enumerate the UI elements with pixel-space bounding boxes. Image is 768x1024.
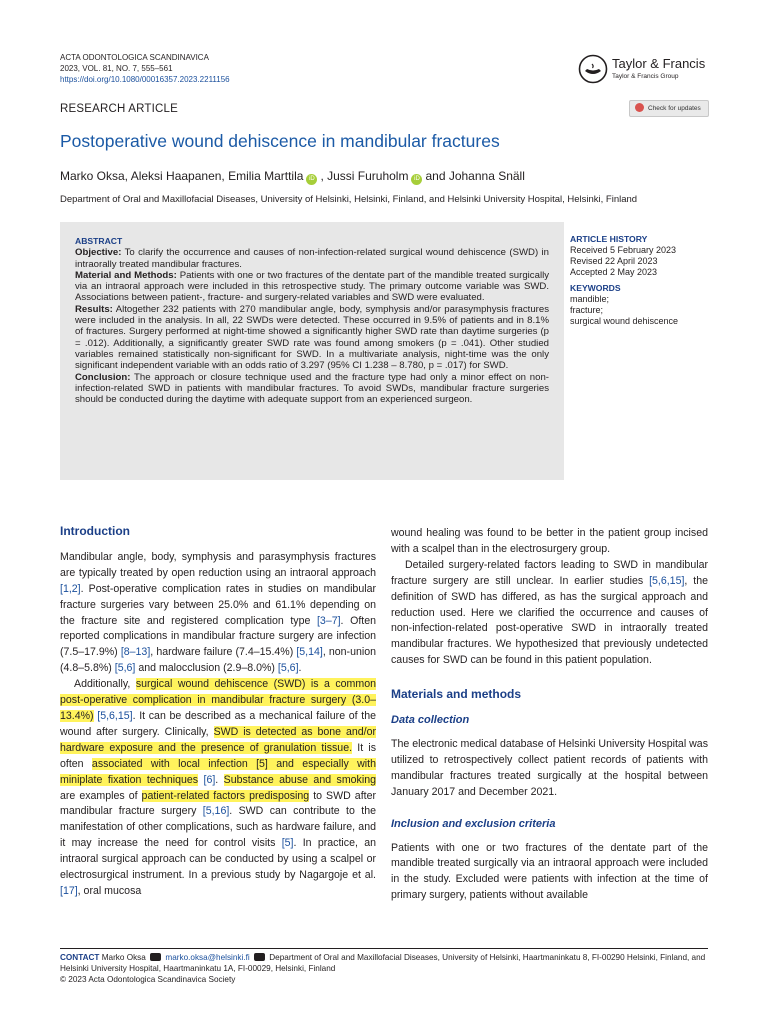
affiliation: Department of Oral and Maxillofacial Diseases, University of Helsinki, Helsinki, Finland, and Helsinki University Hospital, Helsinki, Finland <box>60 194 638 205</box>
abstract-heading: ABSTRACT <box>75 236 123 246</box>
highlight-annotation[interactable]: patient-related factors predisposing <box>141 789 310 802</box>
citation-link[interactable]: [5,6] <box>277 662 299 675</box>
keywords-heading: KEYWORDS <box>570 283 621 293</box>
footer <box>60 952 708 985</box>
citation-link[interactable]: [5,6] <box>114 662 136 675</box>
citation-link[interactable]: [6] <box>203 773 216 786</box>
data-collection-paragraph: The electronic medical database of Helsinki University Hospital was utilized to retrospectively collect patient records of patients with mandibular fractures treated surgically at the hospital between January 2017 and December 2021. <box>391 737 708 798</box>
citation-link[interactable]: [3–7] <box>316 614 341 627</box>
author-list <box>60 169 525 185</box>
article-type: RESEARCH ARTICLE <box>60 103 179 115</box>
intro-paragraph-3: Detailed surgery-related factors leading to SWD in mandibular fracture surgery are still unclear. In earlier studies [5,6,15], the definition of SWD has differed, as has the surgical approach and reduction used. Here we clarified the occurrence and causes of non-infection-related post-operative SWD in intraorally treated mandibular fractures. We hypothesized that previously undetected causes for SWD can be found in this patient population. <box>391 558 708 667</box>
keyword-item: mandible; <box>570 294 610 304</box>
footer-divider <box>60 948 708 949</box>
intro-paragraph-continued: wound healing was found to be better in the patient group incised with a scalpel than in the electrosurgery group. <box>391 527 708 555</box>
keyword-item: surgical wound dehiscence <box>570 316 679 326</box>
citation-link[interactable]: [17] <box>60 884 78 897</box>
left-column <box>60 524 376 900</box>
right-column <box>391 526 708 904</box>
abstract-methods: Material and Methods: Patients with one or two fractures of the dentate part of the mandible treated surgically via an intraoral approach were included in this retrospective study. The primary outcome variable was SWD. Associations between patient-, fracture- and surgery-related variables and SWD were evaluated. <box>75 269 550 304</box>
abstract-results: Results: Altogether 232 patients with 270 mandibular angle, body, symphysis and/or parasymphysis fractures were included in the analysis. In all, 22 SWDs were detected. These occurred in 9.5% of patients and in 8.1% of fractures. Surgery performed at night-time showed a significantly higher SWD rate than daytime surgeries (p = .012). Additionally, a significantly greater SWD rate was found among smokers (p = .041). Other studied variables remained statistically non-significant for SWD. In a multivariate analysis, night-time was the only significant independent variable with an odds ratio of 3.297 (95% CI 1.238 – 8.780, p = .017) for SWD. <box>75 303 549 372</box>
section-heading-introduction: Introduction <box>60 524 130 538</box>
publisher-name: Taylor & Francis <box>612 56 706 71</box>
copyright: © 2023 Acta Odontologica Scandinavica Society <box>60 975 236 984</box>
subsection-heading-inclusion: Inclusion and exclusion criteria <box>391 817 556 830</box>
publisher-lamp-icon <box>578 54 608 84</box>
refresh-icon <box>635 103 644 112</box>
citation-link[interactable]: [5] <box>281 837 294 850</box>
contact-line: CONTACT Marko Oksa marko.oksa@helsinki.fi Department of Oral and Maxillofacial Diseases, University of Helsinki, Haartmaninkatu 8, FI-00290 Helsinki, Finland, and Helsinki University Hospital, Haartmaninkatu 1A, FI-00029, Helsinki, Finland <box>60 953 706 973</box>
email-icon <box>150 953 161 961</box>
citation-link[interactable]: [5,6,15] <box>97 709 133 722</box>
history-heading: ARTICLE HISTORY <box>570 234 648 244</box>
authors-part-1: Marko Oksa, Aleksi Haapanen, Emilia Marttila <box>60 169 304 183</box>
article-title: Postoperative wound dehiscence in mandibular fractures <box>60 131 500 151</box>
orcid-icon[interactable]: iD <box>306 174 317 185</box>
article-history <box>570 234 730 327</box>
highlight-annotation[interactable]: associated with local infection [5] and especially with miniplate fixation techniques <box>60 757 376 786</box>
abstract-objective: Objective: To clarify the occurrence and causes of non-infection-related surgical wound dehiscence (SWD) in intraorally treated mandibular fractures. <box>75 247 549 270</box>
citation-link[interactable]: [5,14] <box>296 646 323 659</box>
citation-link[interactable]: [5,6,15] <box>649 574 685 587</box>
journal-name: ACTA ODONTOLOGICA SCANDINAVICA <box>60 53 209 62</box>
citation-link[interactable]: [1,2] <box>60 582 81 595</box>
subsection-heading-data: Data collection <box>391 714 470 727</box>
orcid-icon[interactable]: iD <box>411 174 422 185</box>
history-revised: Revised 22 April 2023 <box>570 256 658 266</box>
abstract-conclusion: Conclusion: The approach or closure technique used and the fracture type had only a minor effect on non-infection-related SWD in patients with mandibular fractures. To avoid SWDs, mandibular fracture surgeries should be conducted during the daytime with adequate support from an experienced surgeon. <box>75 371 549 406</box>
history-accepted: Accepted 2 May 2023 <box>570 267 658 277</box>
contact-label: CONTACT <box>60 953 100 962</box>
highlight-annotation[interactable]: SWD is detected as bone and/or hardware exposure and the presence of granulation tissue. <box>60 725 376 754</box>
highlight-annotation[interactable]: surgical wound dehiscence (SWD) is a common post-operative complication in mandibular fracture surgery (3.0–13.4%) <box>60 678 376 722</box>
publisher-group: Taylor & Francis Group <box>612 73 679 80</box>
journal-header <box>60 52 230 85</box>
keyword-item: fracture; <box>570 305 604 315</box>
journal-volume: 2023, VOL. 81, NO. 7, 555–561 <box>60 64 173 73</box>
check-updates-label: Check for updates <box>648 105 701 112</box>
intro-paragraph-2: Additionally, surgical wound dehiscence (SWD) is a common post-operative complication in mandibular fracture surgery (3.0–13.4%) [5,6,15]. It can be described as a mechanical failure of the wound after surgery. Clinically, SWD is detected as bone and/or hardware exposure and the presence of granulation tissue. It is often associated with local infection [5] and especially with miniplate fixation techniques [6]. Substance abuse and smoking are examples of patient-related factors predisposing to SWD after mandibular fracture surgery [5,16]. SWD can contribute to the manifestation of other complications, such as hardware failure, and it may increase the need for control visits [5]. In practice, an intraoral surgical approach can be conducted by using a scalpel or electrosurgical instrument. In a previous study by Nagargoje et al. [17], oral mucosa <box>60 678 376 897</box>
email-link[interactable]: marko.oksa@helsinki.fi <box>165 953 250 962</box>
highlight-annotation[interactable]: Substance abuse and smoking <box>223 773 376 786</box>
citation-link[interactable]: [5,16] <box>202 805 230 818</box>
inclusion-paragraph: Patients with one or two fractures of the dentate part of the mandible treated surgically via an intraoral approach were included in the study. Excluded were patients with infection at the time of primary surgery, patients without available <box>391 841 708 902</box>
authors-part-2: , Jussi Furuholm <box>320 169 409 183</box>
doi-link[interactable]: https://doi.org/10.1080/00016357.2023.2211156 <box>60 75 230 84</box>
abstract-box <box>60 222 564 480</box>
authors-part-3: and Johanna Snäll <box>425 169 525 183</box>
section-heading-methods: Materials and methods <box>391 687 522 702</box>
intro-paragraph-1: Mandibular angle, body, symphysis and parasymphysis fractures are typically treated by open reduction using an intraoral approach [1,2]. Post-operative complication rates in studies on mandibular fracture surgeries vary between 25.0% and 61.1% depending on the fracture site and registered complication type [3–7]. Often reported complications in mandibular fracture surgery are infection (7.5–17.9%) [8–13], hardware failure (7.4–15.4%) [5,14], non-union (4.8–5.8%) [5,6] and malocclusion (2.9–8.0%) [5,6]. <box>60 550 377 675</box>
history-received: Received 5 February 2023 <box>570 245 677 255</box>
address-icon <box>254 953 265 961</box>
publisher-logo[interactable] <box>578 54 710 88</box>
check-updates-button[interactable] <box>629 100 709 117</box>
citation-link[interactable]: [8–13] <box>120 646 151 659</box>
